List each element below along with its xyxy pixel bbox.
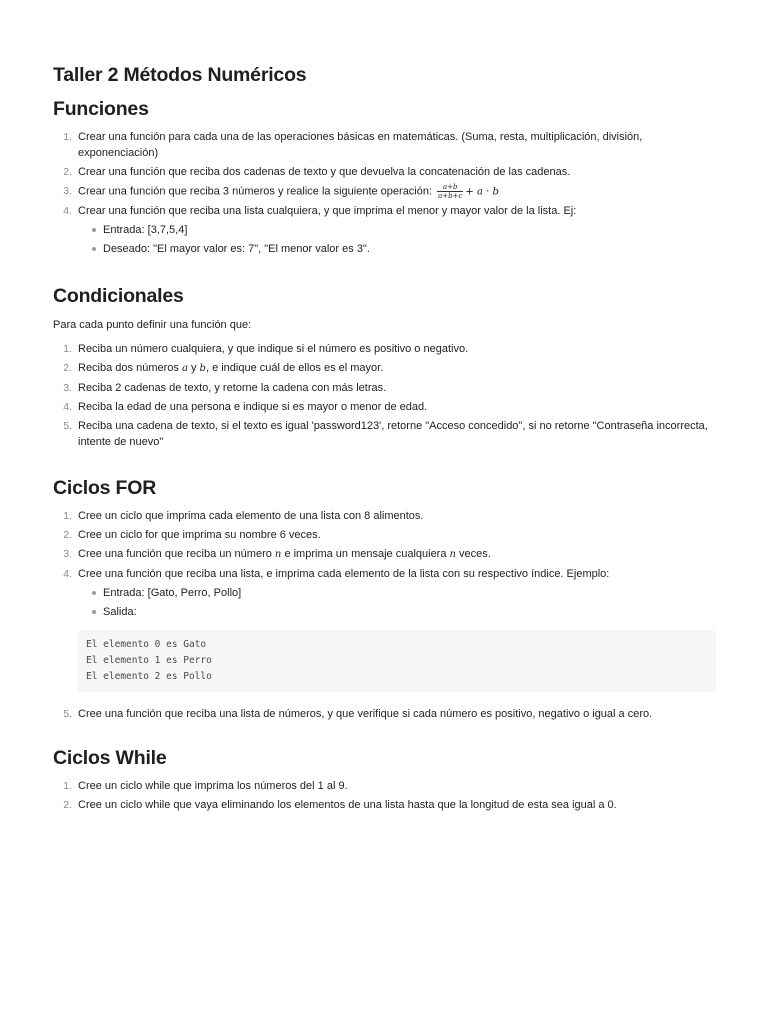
funciones-list xyxy=(53,129,716,257)
sub-list xyxy=(78,222,716,257)
item-text: veces. xyxy=(459,548,491,561)
list-item xyxy=(53,797,716,813)
list-item xyxy=(53,418,716,450)
item-text: , e indique cuál de ellos es el mayor. xyxy=(205,362,384,375)
item-text: Reciba una cadena de texto, si el texto es igual 'password123', retorne "Acceso concedido", si no retorne "Contraseña incorrecta, intente de nuevo" xyxy=(78,420,708,449)
item-text: Reciba dos números xyxy=(78,362,179,375)
formula-numerator: a+b xyxy=(437,183,463,192)
ciclos-for-list xyxy=(53,508,716,620)
list-item xyxy=(53,380,716,396)
item-number: 2. xyxy=(63,166,72,178)
code-line: El elemento 2 es Pollo xyxy=(86,671,212,683)
item-text: Crear una función que reciba 3 números y realice la siguiente operación: xyxy=(78,185,433,198)
item-text: Reciba un número cualquiera, y que indique si el número es positivo o negativo. xyxy=(78,343,469,356)
bullet-icon xyxy=(92,228,96,232)
item-number: 4. xyxy=(63,401,72,414)
sub-item-text: Salida: xyxy=(103,606,137,619)
item-number: 2. xyxy=(63,529,72,542)
section-heading-ciclos-for: Ciclos FOR xyxy=(53,477,157,500)
item-number: 2. xyxy=(63,362,72,375)
list-item xyxy=(53,706,716,722)
item-number: 2. xyxy=(63,799,72,812)
code-block xyxy=(78,630,716,692)
item-text: Cree un ciclo que imprima cada elemento de una lista con 8 alimentos. xyxy=(78,510,424,523)
item-text: Crear una función que reciba una lista cualquiera, y que imprima el menor y mayor valor de la lista. Ej: xyxy=(78,205,577,218)
sub-list-item xyxy=(78,222,716,238)
list-item xyxy=(53,527,716,543)
list-item xyxy=(53,360,716,377)
bullet-icon xyxy=(92,610,96,614)
item-text: Reciba la edad de una persona e indique si es mayor o menor de edad. xyxy=(78,401,428,414)
item-text: Crear una función para cada una de las operaciones básicas en matemáticas. (Suma, resta, multiplicación, división, exponenciación) xyxy=(78,131,643,159)
item-text: Cree un ciclo while que imprima los números del 1 al 9. xyxy=(78,780,348,793)
code-line: El elemento 1 es Perro xyxy=(86,655,212,667)
section-heading-funciones: Funciones xyxy=(53,98,149,120)
section-heading-condicionales: Condicionales xyxy=(53,285,184,308)
sub-item-text: Deseado: "El mayor valor es: 7", "El menor valor es 3". xyxy=(103,243,370,256)
item-number: 1. xyxy=(63,510,72,523)
math-variable: b xyxy=(199,363,206,375)
sub-list-item xyxy=(78,585,716,601)
item-text: Cree una función que reciba un número xyxy=(78,548,272,561)
list-item xyxy=(53,399,716,415)
ciclos-while-list xyxy=(53,778,716,813)
item-text: Reciba 2 cadenas de texto, y retorne la cadena con más letras. xyxy=(78,382,387,395)
sub-list-item xyxy=(78,241,716,257)
item-number: 1. xyxy=(63,780,72,793)
item-number: 5. xyxy=(63,708,72,721)
item-text: Cree una función que reciba una lista, e imprima cada elemento de la lista con su respectivo índice. Ejemplo: xyxy=(78,568,610,581)
math-variable: n xyxy=(449,549,456,561)
item-text: Crear una función que reciba dos cadenas de texto y que devuelva la concatenación de las cadenas. xyxy=(78,166,571,178)
list-item xyxy=(53,341,716,357)
code-line: El elemento 0 es Gato xyxy=(86,639,207,651)
list-item xyxy=(53,164,716,180)
item-text: y xyxy=(190,362,197,375)
item-text: e imprima un mensaje cualquiera xyxy=(284,548,447,561)
list-item xyxy=(53,203,716,257)
sub-list-item xyxy=(78,604,716,620)
item-number: 3. xyxy=(63,548,72,561)
bullet-icon xyxy=(92,591,96,595)
sub-item-text: Entrada: [3,7,5,4] xyxy=(103,224,188,237)
math-variable: a xyxy=(181,363,188,375)
item-number: 5. xyxy=(63,420,72,433)
list-item xyxy=(53,546,716,563)
item-text: Cree un ciclo while que vaya eliminando los elementos de una lista hasta que la longitud de esta sea igual a 0. xyxy=(78,799,617,812)
page-title: Taller 2 Métodos Numéricos xyxy=(53,64,307,86)
section-intro: Para cada punto definir una función que: xyxy=(53,319,252,332)
item-number: 4. xyxy=(63,205,72,218)
sub-list xyxy=(78,585,716,620)
item-number: 4. xyxy=(63,568,72,581)
sub-item-text: Entrada: [Gato, Perro, Pollo] xyxy=(103,587,242,600)
ciclos-for-list-continued xyxy=(53,706,716,722)
list-item xyxy=(53,508,716,524)
formula-denominator: a+b+c xyxy=(438,192,463,200)
item-text: Cree un ciclo for que imprima su nombre 6 veces. xyxy=(78,529,321,542)
item-number: 3. xyxy=(63,185,72,197)
list-item xyxy=(53,566,716,620)
item-number: 1. xyxy=(63,131,72,143)
item-number: 1. xyxy=(63,343,72,356)
formula-fraction xyxy=(437,183,463,200)
math-variable: n xyxy=(274,549,282,561)
list-item xyxy=(53,183,716,200)
item-text: Cree una función que reciba una lista de números, y que verifique si cada número es positivo, negativo o igual a cero. xyxy=(78,708,653,721)
condicionales-list xyxy=(53,341,716,450)
section-heading-ciclos-while: Ciclos While xyxy=(53,747,167,770)
list-item xyxy=(53,778,716,794)
list-item xyxy=(53,129,716,161)
formula-rest: + a · b xyxy=(465,186,499,198)
bullet-icon xyxy=(92,247,96,251)
item-number: 3. xyxy=(63,382,72,395)
